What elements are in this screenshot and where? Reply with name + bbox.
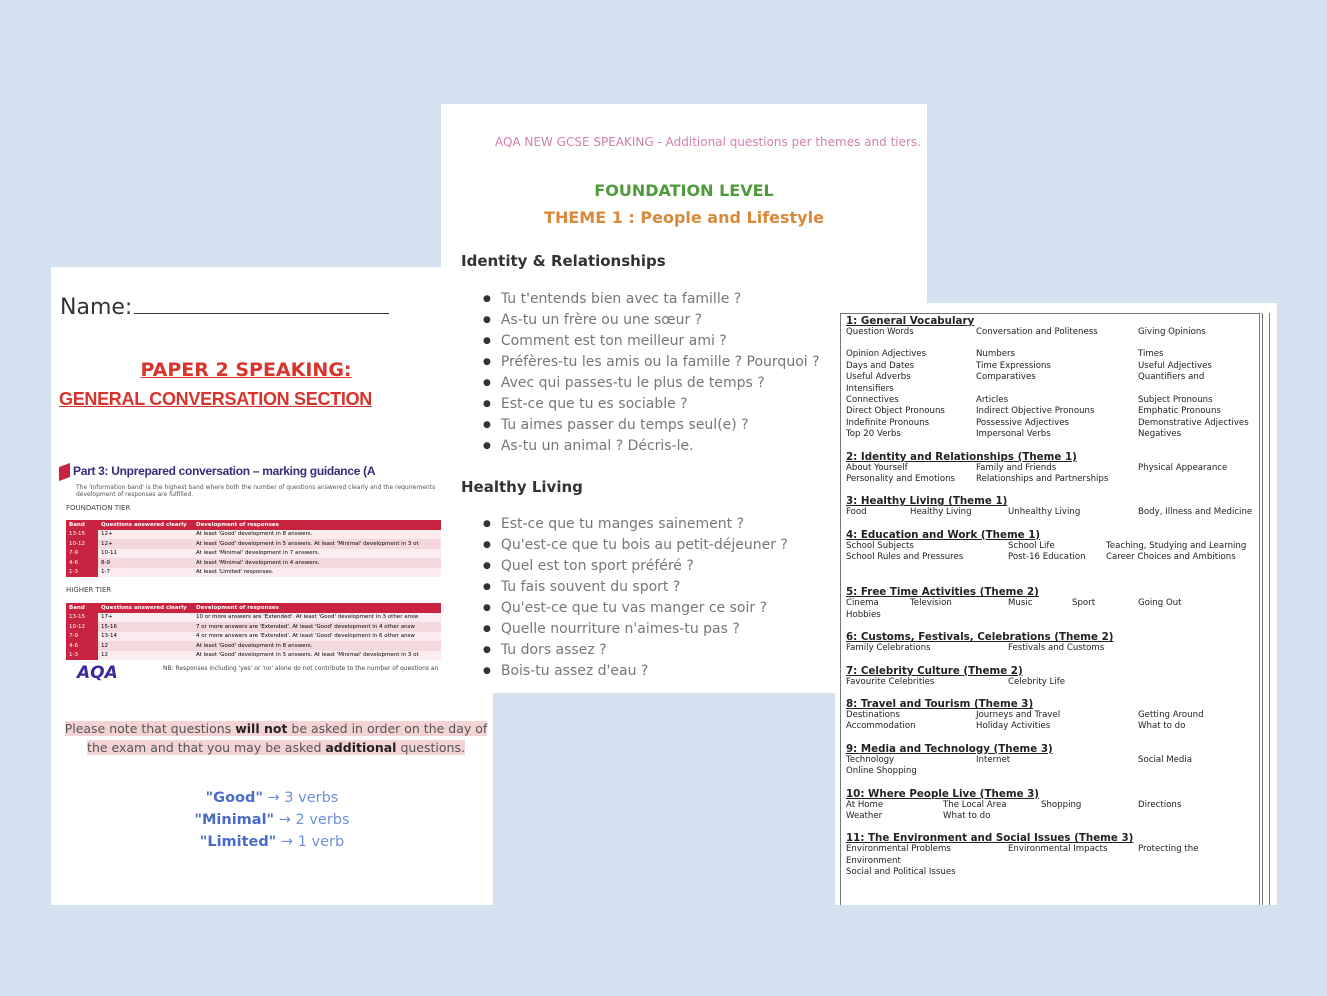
vocab-item: Destinations: [846, 710, 900, 721]
vocab-item: Possessive Adjectives: [976, 417, 1070, 428]
table-cell: At least 'Good' development in 5 answers. At least 'Minimal' development in 3 ot: [193, 539, 493, 549]
spacer: [846, 822, 1256, 832]
identity-question-list: [501, 289, 820, 457]
vocab-item: Top 20 Verbs: [846, 429, 901, 440]
spacer: [846, 441, 1256, 451]
table-cell: 7 or more answers are 'Extended'. At least 'Good' development in 4 other answ: [193, 622, 493, 632]
vocab-item: At Home: [846, 799, 884, 810]
vocab-item: Hobbies: [846, 609, 881, 620]
vocab-item: Relationships and Partnerships: [976, 473, 1109, 484]
verb-guide: [51, 787, 493, 853]
vocabulary-topics-document: [835, 303, 1277, 905]
vocab-item: Weather: [846, 810, 883, 821]
document-header: AQA NEW GCSE SPEAKING - Additional questions per themes and tiers.: [494, 135, 921, 149]
vocab-row: [846, 844, 1256, 855]
table-header-row: [66, 520, 493, 530]
question-item: ● Est-ce que tu manges sainement ?: [501, 514, 788, 535]
vocab-row: [846, 395, 1256, 406]
vocab-item: Comparatives: [976, 372, 1036, 383]
table-cell: 10-11: [98, 549, 193, 559]
question-item: ● Tu aimes passer du temps seul(e) ?: [501, 415, 820, 436]
table-cell: 15-16: [98, 622, 193, 632]
spacer: [846, 563, 1256, 586]
level-title: FOUNDATION LEVEL: [594, 181, 774, 200]
vocab-item: What to do: [943, 810, 991, 821]
vocab-item: Times: [1138, 349, 1164, 360]
question-item: ● As-tu un frère ou une sœur ?: [501, 310, 820, 331]
vocab-row: [846, 721, 1256, 732]
vocab-row: [846, 552, 1256, 563]
nb-note: NB: Responses including 'yes' or 'no' alone do not contribute to the number of questions an: [163, 665, 439, 672]
vocab-row: [846, 541, 1256, 552]
vocab-row: [846, 418, 1256, 429]
topic-heading: 5: Free Time Activities (Theme 2): [846, 586, 1039, 599]
table-row: [66, 651, 493, 661]
table-cell: 1-3: [66, 568, 98, 578]
spacer: [846, 485, 1256, 495]
vocab-item: Personality and Emotions: [846, 473, 956, 484]
vocab-item: Technology: [846, 754, 895, 765]
table-cell: At least 'Good' development in 5 answers. At least 'Minimal' development in 3 ot: [193, 651, 493, 661]
question-item: ● Tu t'entends bien avec ta famille ?: [501, 289, 820, 310]
vocab-item: Body, Illness and Medicine: [1138, 507, 1253, 518]
table-cell: 12: [98, 641, 193, 651]
guidance-title-text: Part 3: Unprepared conversation – marking guidance (A: [73, 464, 376, 478]
topic-heading: 11: The Environment and Social Issues (Theme 3): [846, 832, 1134, 845]
vocab-item: Subject Pronouns: [1138, 394, 1213, 405]
topic-heading: 4: Education and Work (Theme 1): [846, 528, 1041, 541]
question-item: ● Qu'est-ce que tu bois au petit-déjeuner ?: [501, 535, 788, 556]
vocab-item: Days and Dates: [846, 360, 915, 371]
vocab-item: School Subjects: [846, 540, 914, 551]
vocab-row: [846, 507, 1256, 518]
vocab-item: Online Shopping: [846, 766, 917, 777]
vocab-row: [846, 710, 1256, 721]
vocab-item: Opinion Adjectives: [846, 349, 927, 360]
vocab-item: About Yourself: [846, 462, 908, 473]
spacer: [846, 688, 1256, 698]
vocab-row: [846, 610, 1256, 621]
table-cell: 1-3: [66, 651, 98, 661]
table-cell: 7-9: [66, 549, 98, 559]
vocab-row: [846, 811, 1256, 822]
flag-icon: [59, 463, 70, 481]
table-cell: 10 or more answers are 'Extended'. At least 'Good' development in 3 other answ: [193, 613, 493, 623]
column-header: Band: [66, 520, 98, 530]
spacer: [846, 733, 1256, 743]
spacer: [846, 655, 1256, 665]
vocab-item: Celebrity Life: [1008, 676, 1066, 687]
table-cell: 4-6: [66, 558, 98, 568]
vocab-item: Favourite Celebrities: [846, 676, 935, 687]
vocab-item: Music: [1008, 598, 1033, 609]
vocab-item: Shopping: [1041, 799, 1082, 810]
vocab-row: [846, 372, 1256, 383]
vocab-row: [846, 800, 1256, 811]
column-header: Questions answered clearly: [98, 603, 193, 613]
verb-guide-row: "Limited" → 1 verb: [199, 834, 345, 850]
question-item: ● As-tu un animal ? Décris-le.: [501, 436, 820, 457]
vocabulary-topic-list: [846, 315, 1256, 879]
table-row: [66, 539, 493, 549]
vocab-row: [846, 598, 1256, 609]
table-cell: 12: [98, 651, 193, 661]
table-row: [66, 530, 493, 540]
topic-heading: 8: Travel and Tourism (Theme 3): [846, 698, 1034, 711]
vocab-item: What to do: [1138, 721, 1186, 732]
vocab-row: [846, 349, 1256, 360]
question-item: ● Tu fais souvent du sport ?: [501, 577, 788, 598]
vocab-item: Post-16 Education: [1008, 552, 1086, 563]
table-cell: At least 'Good' development in 8 answers.: [193, 530, 493, 540]
section-heading-identity: Identity & Relationships: [461, 252, 666, 270]
topic-heading: 6: Customs, Festivals, Celebrations (Theme 2): [846, 631, 1114, 644]
table-cell: At least 'Minimal' development in 4 answers.: [193, 558, 493, 568]
column-header: Development of responses: [193, 520, 493, 530]
vocab-item: Numbers: [976, 349, 1015, 360]
table-cell: 13-14: [98, 632, 193, 642]
foundation-tier-label: FOUNDATION TIER: [66, 504, 131, 512]
vocab-item: Going Out: [1138, 598, 1182, 609]
vocab-row: [846, 384, 1256, 395]
table-row: [66, 613, 493, 623]
table-cell: 17+: [98, 613, 193, 623]
vocab-item: Family Celebrations: [846, 643, 931, 654]
vocab-row: [846, 429, 1256, 440]
vocab-item: Television: [910, 598, 952, 609]
name-line: [134, 313, 389, 314]
table-cell: 12+: [98, 530, 193, 540]
spacer: [846, 519, 1256, 529]
verb-guide-row: "Minimal" → 2 verbs: [194, 812, 350, 828]
table-cell: 7-9: [66, 632, 98, 642]
vocab-item: Environmental Impacts: [1008, 844, 1108, 855]
question-item: ● Bois-tu assez d'eau ?: [501, 661, 788, 682]
topic-heading: 3: Healthy Living (Theme 1): [846, 495, 1008, 508]
vocab-item: Unhealthy Living: [1008, 507, 1081, 518]
vocab-row: [846, 474, 1256, 485]
question-item: ● Quelle nourriture n'aimes-tu pas ?: [501, 619, 788, 640]
table-header-row: [66, 603, 493, 613]
table-cell: 8-9: [98, 558, 193, 568]
vocab-item: Useful Adverbs: [846, 372, 911, 383]
vocab-item: Sport: [1072, 598, 1096, 609]
vocab-row: [846, 463, 1256, 474]
guidance-text: development of responses are fulfilled.: [76, 491, 194, 498]
vocab-item: Negatives: [1138, 429, 1182, 440]
table-cell: At least 'Good' development in 8 answers.: [193, 641, 493, 651]
spacer: [846, 338, 1256, 349]
vocab-item: Giving Opinions: [1138, 327, 1206, 337]
vocab-item: School Life: [1008, 540, 1055, 551]
vocab-item: Family and Friends: [976, 462, 1057, 473]
vocab-row: [846, 766, 1256, 777]
table-cell: 10-12: [66, 539, 98, 549]
vocab-item: The Local Area: [943, 799, 1007, 810]
name-field: [60, 295, 389, 320]
vocab-item: Time Expressions: [976, 360, 1051, 371]
table-row: [66, 568, 493, 578]
vocab-item: Holiday Activities: [976, 721, 1051, 732]
vocab-item: Getting Around: [1138, 710, 1204, 721]
vocab-row: [846, 856, 1256, 867]
vocab-item: Protecting the: [1138, 844, 1199, 855]
vocab-row: [846, 755, 1256, 766]
question-item: ● Comment est ton meilleur ami ?: [501, 331, 820, 352]
vocab-item: Teaching, Studying and Learning: [1106, 540, 1247, 551]
topic-heading: 1: General Vocabulary: [846, 315, 975, 327]
table-cell: 4-6: [66, 641, 98, 651]
table-cell: 4 or more answers are 'Extended'. At least 'Good' development in 6 other answ: [193, 632, 493, 642]
vocab-item: Internet: [976, 754, 1011, 765]
vocab-row: [846, 643, 1256, 654]
column-header: Questions answered clearly: [98, 520, 193, 530]
vocab-item: Social and Political Issues: [846, 867, 956, 878]
vocab-item: Useful Adjectives: [1138, 360, 1212, 371]
column-header: Development of responses: [193, 603, 493, 613]
vocab-row: [846, 677, 1256, 688]
theme-title: THEME 1 : People and Lifestyle: [544, 208, 824, 227]
vocab-item: Cinema: [846, 598, 879, 609]
vocab-item: Intensifiers: [846, 383, 894, 394]
vocab-item: Environment: [846, 855, 901, 866]
vocab-item: Journeys and Travel: [976, 710, 1061, 721]
vocab-item: Connectives: [846, 394, 899, 405]
question-item: ● Quel est ton sport préféré ?: [501, 556, 788, 577]
vocab-item: Environmental Problems: [846, 844, 951, 855]
vocab-item: Direct Object Pronouns: [846, 406, 945, 417]
document-subtitle: GENERAL CONVERSATION SECTION: [59, 389, 372, 409]
vocab-row: [846, 361, 1256, 372]
vocab-item: Demonstrative Adjectives: [1138, 417, 1249, 428]
table-cell: 12+: [98, 539, 193, 549]
vocab-item: Healthy Living: [910, 507, 972, 518]
vocab-item: Indirect Objective Pronouns: [976, 406, 1095, 417]
vocab-item: Festivals and Customs: [1008, 643, 1105, 654]
vocab-row: [846, 327, 1256, 338]
vocab-item: Articles: [976, 394, 1009, 405]
name-label: Name:: [60, 295, 133, 320]
question-item: ● Tu dors assez ?: [501, 640, 788, 661]
document-title: PAPER 2 SPEAKING:: [140, 359, 352, 381]
table-cell: At least 'Limited' responses.: [193, 568, 493, 578]
verb-guide-row: "Good" → 3 verbs: [205, 790, 339, 806]
question-item: ● Qu'est-ce que tu vas manger ce soir ?: [501, 598, 788, 619]
table-row: [66, 549, 493, 559]
topic-heading: 10: Where People Live (Theme 3): [846, 787, 1040, 800]
question-item: ● Préfères-tu les amis ou la famille ? Pourquoi ?: [501, 352, 820, 373]
vocab-item: Question Words: [846, 327, 914, 337]
vocab-item: Conversation and Politeness: [976, 327, 1098, 337]
vocab-item: School Rules and Pressures: [846, 552, 964, 563]
vocab-item: Career Choices and Ambitions: [1106, 552, 1236, 563]
table-row: [66, 622, 493, 632]
guidance-text: The 'Information band' is the highest band where both the number of questions answered clearly and the requirements: [76, 484, 436, 491]
column-header: Band: [66, 603, 98, 613]
spacer: [846, 621, 1256, 631]
table-cell: 13-15: [66, 613, 98, 623]
vocab-item: Physical Appearance: [1138, 462, 1228, 473]
table-row: [66, 632, 493, 642]
vocab-item: Food: [846, 507, 867, 518]
page-border: [1262, 313, 1270, 905]
table-row: [66, 641, 493, 651]
vocab-row: [846, 867, 1256, 878]
paper2-speaking-document: [51, 267, 493, 905]
vocab-item: Impersonal Verbs: [976, 429, 1051, 440]
question-item: ● Avec qui passes-tu le plus de temps ?: [501, 373, 820, 394]
vocab-item: Social Media: [1138, 754, 1193, 765]
table-cell: 1-7: [98, 568, 193, 578]
vocab-row: [846, 406, 1256, 417]
aqa-logo: AQA: [77, 663, 118, 683]
table-cell: 10-12: [66, 622, 98, 632]
vocab-item: Directions: [1138, 799, 1182, 810]
question-item: ● Est-ce que tu es sociable ?: [501, 394, 820, 415]
vocab-item: Indefinite Pronouns: [846, 417, 930, 428]
topic-heading: 2: Identity and Relationships (Theme 1): [846, 450, 1077, 463]
table-cell: 13-15: [66, 530, 98, 540]
healthy-living-question-list: [501, 514, 788, 682]
vocab-item: Accommodation: [846, 721, 916, 732]
foundation-tier-table: [66, 520, 493, 577]
marking-guidance-title: [59, 464, 375, 479]
topic-heading: 7: Celebrity Culture (Theme 2): [846, 664, 1023, 677]
higher-tier-table: [66, 603, 493, 660]
order-note: Please note that questions will not be asked in order on the day of the exam and that you may be asked additional questions.: [64, 721, 488, 755]
spacer: [846, 778, 1256, 788]
section-heading-healthy-living: Healthy Living: [461, 478, 583, 496]
topic-heading: 9: Media and Technology (Theme 3): [846, 742, 1053, 755]
table-cell: At least 'Minimal' development in 7 answers.: [193, 549, 493, 559]
vocab-item: Emphatic Pronouns: [1138, 406, 1221, 417]
table-row: [66, 558, 493, 568]
vocab-item: Quantifiers and: [1138, 372, 1205, 383]
higher-tier-label: HIGHER TIER: [66, 586, 112, 594]
